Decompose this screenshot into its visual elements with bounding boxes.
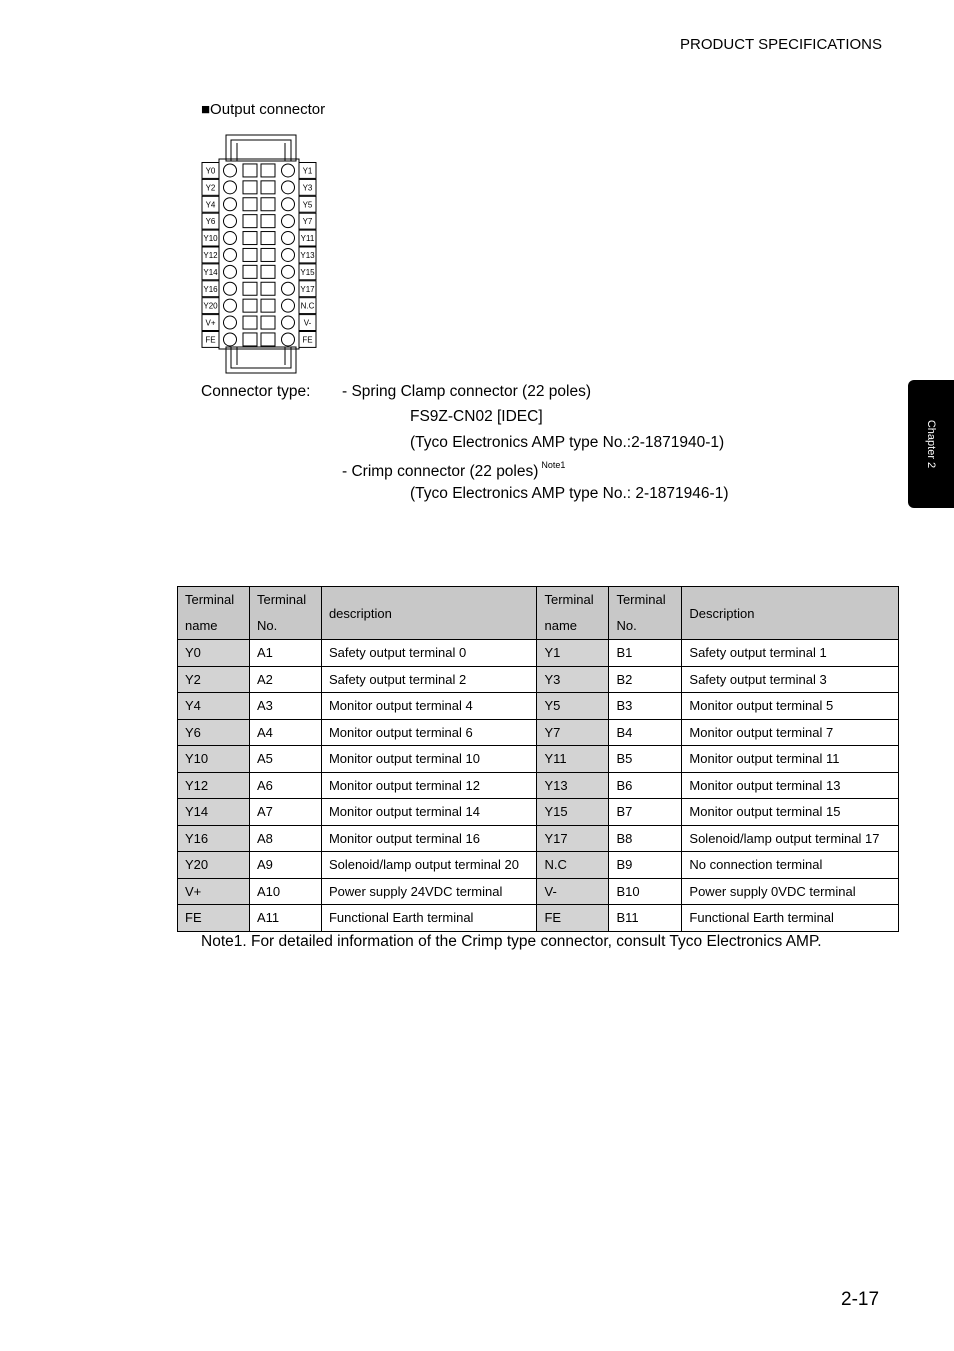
header-terminal-name: Terminal name [537, 587, 609, 640]
chapter-tab-label: Chapter 2 [925, 419, 937, 469]
header-description: Description [682, 587, 899, 640]
wire-hole [282, 299, 295, 312]
terminal-no: B3 [609, 693, 682, 720]
release-slot [243, 265, 257, 278]
release-slot [261, 333, 275, 346]
section-title: ■Output connector [201, 101, 326, 118]
right-terminal-label: Y17 [300, 284, 315, 294]
table-row [178, 772, 899, 799]
wire-hole [224, 282, 237, 295]
terminal-no: A10 [249, 878, 321, 905]
terminal-description: Solenoid/lamp output terminal 17 [682, 825, 899, 852]
terminal-name: Y20 [178, 852, 250, 879]
release-slot [243, 181, 257, 194]
wire-hole [282, 198, 295, 211]
left-terminal-label: Y12 [203, 250, 218, 260]
terminal-description: Power supply 24VDC terminal [321, 878, 537, 905]
release-slot [243, 215, 257, 228]
right-terminal-label: Y5 [302, 200, 313, 210]
right-terminal-label: Y11 [300, 234, 315, 244]
wire-hole [282, 232, 295, 245]
footnote: Note1. For detailed information of the Crimp type connector, consult Tyco Electronics AMP. [201, 933, 822, 950]
terminal-description: Monitor output terminal 12 [321, 772, 537, 799]
left-terminal-label: Y4 [205, 200, 216, 210]
terminal-no: A3 [249, 693, 321, 720]
spec-tyco-spring: (Tyco Electronics AMP type No.:2-1871940-1) [410, 434, 725, 451]
header-terminal-no: Terminal No. [609, 587, 682, 640]
terminal-no: A9 [249, 852, 321, 879]
terminal-no: B11 [609, 905, 682, 932]
terminal-name: Y15 [537, 799, 609, 826]
terminal-no: A8 [249, 825, 321, 852]
table-row [178, 640, 899, 667]
release-slot [261, 215, 275, 228]
terminal-no: A11 [249, 905, 321, 932]
terminal-name: Y17 [537, 825, 609, 852]
terminal-name: Y10 [178, 746, 250, 773]
wire-hole [224, 299, 237, 312]
terminal-no: B9 [609, 852, 682, 879]
wire-hole [224, 248, 237, 261]
terminal-description: Monitor output terminal 16 [321, 825, 537, 852]
terminal-description: Safety output terminal 1 [682, 640, 899, 667]
top-latch-inner [231, 140, 291, 161]
right-terminal-label: Y13 [300, 250, 315, 260]
terminal-name: Y1 [537, 640, 609, 667]
terminal-no: A2 [249, 666, 321, 693]
wire-hole [224, 181, 237, 194]
left-terminal-label: V+ [205, 318, 216, 328]
release-slot [243, 282, 257, 295]
right-terminal-label: Y15 [300, 267, 315, 277]
right-terminal-label: N.C [300, 301, 315, 311]
terminal-description: Safety output terminal 2 [321, 666, 537, 693]
terminal-name: Y16 [178, 825, 250, 852]
wire-hole [282, 316, 295, 329]
terminal-description: Monitor output terminal 4 [321, 693, 537, 720]
running-header: PRODUCT SPECIFICATIONS [680, 36, 882, 53]
wire-hole [282, 215, 295, 228]
terminal-no: B6 [609, 772, 682, 799]
spec-crimp [342, 460, 565, 481]
left-terminal-label: Y20 [203, 301, 218, 311]
wire-hole [224, 333, 237, 346]
release-slot [243, 316, 257, 329]
terminal-no: B10 [609, 878, 682, 905]
connector-body [219, 159, 299, 349]
left-terminal-label: Y2 [205, 183, 216, 193]
terminal-description: Monitor output terminal 13 [682, 772, 899, 799]
terminal-no: A5 [249, 746, 321, 773]
table-row [178, 825, 899, 852]
release-slot [261, 316, 275, 329]
release-slot [243, 333, 257, 346]
terminal-no: A1 [249, 640, 321, 667]
left-terminal-label: Y16 [203, 284, 218, 294]
terminal-description: Safety output terminal 3 [682, 666, 899, 693]
release-slot [261, 282, 275, 295]
terminal-no: B5 [609, 746, 682, 773]
release-slot [261, 265, 275, 278]
wire-hole [282, 265, 295, 278]
terminal-description: Power supply 0VDC terminal [682, 878, 899, 905]
terminal-no: B4 [609, 719, 682, 746]
release-slot [261, 164, 275, 177]
terminal-name: Y13 [537, 772, 609, 799]
bottom-latch-inner [231, 347, 291, 368]
terminal-no: B1 [609, 640, 682, 667]
terminal-no: A6 [249, 772, 321, 799]
table-row [178, 719, 899, 746]
terminal-no: B8 [609, 825, 682, 852]
table-row [178, 693, 899, 720]
left-terminal-label: Y6 [205, 217, 216, 227]
terminal-name: FE [178, 905, 250, 932]
terminal-no: A7 [249, 799, 321, 826]
left-terminal-label: Y0 [205, 166, 216, 176]
wire-hole [224, 232, 237, 245]
right-terminal-label: Y1 [302, 166, 313, 176]
terminal-description: Monitor output terminal 5 [682, 693, 899, 720]
table-header-row [178, 587, 899, 640]
terminal-description: Monitor output terminal 14 [321, 799, 537, 826]
left-terminal-label: FE [205, 335, 216, 345]
table-row [178, 746, 899, 773]
terminal-description: Monitor output terminal 6 [321, 719, 537, 746]
release-slot [243, 299, 257, 312]
terminal-description: Solenoid/lamp output terminal 20 [321, 852, 537, 879]
release-slot [243, 198, 257, 211]
spec-tyco-crimp: (Tyco Electronics AMP type No.: 2-1871946-1) [410, 485, 729, 502]
release-slot [261, 248, 275, 261]
terminal-name: N.C [537, 852, 609, 879]
terminal-description: Monitor output terminal 10 [321, 746, 537, 773]
wire-hole [224, 215, 237, 228]
terminal-name: Y11 [537, 746, 609, 773]
right-terminal-label: Y3 [302, 183, 313, 193]
terminal-no: B2 [609, 666, 682, 693]
terminal-name: Y4 [178, 693, 250, 720]
table-row [178, 852, 899, 879]
terminal-name: V+ [178, 878, 250, 905]
connector-type-label: Connector type: [201, 383, 311, 400]
left-terminal-label: Y10 [203, 234, 218, 244]
page-number: 2-17 [841, 1289, 880, 1310]
terminal-table [177, 586, 899, 932]
chapter-tab [908, 380, 954, 508]
wire-hole [282, 248, 295, 261]
table-row [178, 878, 899, 905]
spec-spring-clamp: - Spring Clamp connector (22 poles) [342, 383, 591, 400]
wire-hole [224, 265, 237, 278]
terminal-no: B7 [609, 799, 682, 826]
release-slot [261, 181, 275, 194]
header-terminal-name: Terminal name [178, 587, 250, 640]
terminal-name: Y12 [178, 772, 250, 799]
release-slot [261, 198, 275, 211]
terminal-description: Monitor output terminal 15 [682, 799, 899, 826]
terminal-name: Y3 [537, 666, 609, 693]
table-row [178, 905, 899, 932]
terminal-name: Y0 [178, 640, 250, 667]
wire-hole [224, 164, 237, 177]
wire-hole [282, 181, 295, 194]
wire-hole [282, 164, 295, 177]
wire-hole [224, 198, 237, 211]
table-row [178, 666, 899, 693]
left-terminal-label: Y14 [203, 267, 218, 277]
output-connector-diagram [199, 133, 319, 377]
terminal-name: FE [537, 905, 609, 932]
header-description: description [321, 587, 537, 640]
terminal-name: Y7 [537, 719, 609, 746]
right-terminal-label: V- [303, 318, 312, 328]
release-slot [243, 248, 257, 261]
release-slot [261, 299, 275, 312]
wire-hole [224, 316, 237, 329]
wire-hole [282, 282, 295, 295]
terminal-name: Y2 [178, 666, 250, 693]
table-row [178, 799, 899, 826]
spec-crimp-text: - Crimp connector (22 poles) [342, 463, 539, 480]
terminal-description: Functional Earth terminal [682, 905, 899, 932]
terminal-name: Y5 [537, 693, 609, 720]
terminal-description: Monitor output terminal 11 [682, 746, 899, 773]
right-terminal-label: FE [302, 335, 313, 345]
release-slot [261, 232, 275, 245]
spec-part-number: FS9Z-CN02 [IDEC] [410, 408, 543, 425]
terminal-description: Monitor output terminal 7 [682, 719, 899, 746]
header-terminal-no: Terminal No. [249, 587, 321, 640]
release-slot [243, 232, 257, 245]
right-terminal-label: Y7 [302, 217, 313, 227]
terminal-no: A4 [249, 719, 321, 746]
terminal-name: Y14 [178, 799, 250, 826]
release-slot [243, 164, 257, 177]
terminal-description: Safety output terminal 0 [321, 640, 537, 667]
terminal-description: Functional Earth terminal [321, 905, 537, 932]
terminal-description: No connection terminal [682, 852, 899, 879]
wire-hole [282, 333, 295, 346]
terminal-name: Y6 [178, 719, 250, 746]
note-reference: Note1 [541, 460, 566, 470]
terminal-name: V- [537, 878, 609, 905]
